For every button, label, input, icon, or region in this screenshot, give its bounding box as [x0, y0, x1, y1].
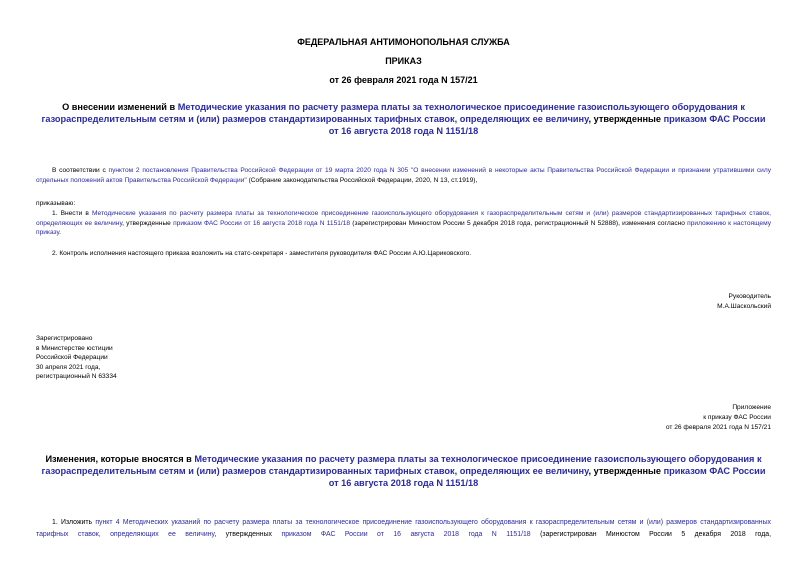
title2-link-guidelines[interactable]: Методические указания по расчету размера платы за технологическое присоединение газоиспользующего оборудования к газораспределительным сетям и (или) размеров стандартизированных тарифных ставок, определяющих ее величину [41, 454, 762, 476]
title-middle: , утвержденные [588, 114, 664, 124]
signature-role: Руководитель [728, 293, 771, 300]
change1-text2: , утвержденных [214, 530, 282, 538]
title-prefix: О внесении изменений в [62, 102, 178, 112]
title2-middle: , утвержденные [588, 466, 664, 476]
item1-text1: 1. Внести в [52, 210, 92, 217]
registration-line-1: Зарегистрировано [36, 335, 93, 342]
change1-link-point4[interactable]: пункт 4 Методических указаний по расчету размера платы за технологическое присоединение газоиспользующего оборудования к газораспределительным сетям и (или) размеров стандартизированных тарифных ставок, определяющих ее величину [36, 519, 771, 538]
appendix-line-3: от 26 февраля 2021 года N 157/21 [665, 424, 771, 431]
change-1-paragraph [36, 517, 771, 540]
order-title [36, 101, 771, 137]
registration-line-5: регистрационный N 63334 [36, 373, 117, 380]
title2-prefix: Изменения, которые вносятся в [45, 454, 195, 464]
item-2-paragraph: 2. Контроль исполнения настоящего приказа возложить на статс-секретаря - заместителя руководителя ФАС России А.Ю.Цариковского. [52, 250, 472, 257]
doc-date-number: от 26 февраля 2021 года N 157/21 [329, 75, 478, 85]
item1-link-appendix[interactable]: приложению к настоящему приказу [36, 219, 772, 236]
registration-line-2: в Министерстве юстиции [36, 345, 113, 352]
preamble-text2: (Собрание законодательства Российской Федерации, 2020, N 13, ст.1919), [246, 176, 478, 184]
agency-name: ФЕДЕРАЛЬНАЯ АНТИМОНОПОЛЬНАЯ СЛУЖБА [297, 37, 510, 47]
change1-text3: (зарегистрирован Минюстом России 5 декабря 2018 года, [530, 530, 771, 538]
item1-text4: . [59, 229, 61, 236]
order-word: приказываю: [36, 200, 76, 207]
item1-text2: , утвержденные [122, 219, 174, 227]
registration-line-4: 30 апреля 2021 года, [36, 364, 101, 371]
title-link-fas-order[interactable]: приказом ФАС России от 16 августа 2018 года N 1151/18 [328, 114, 766, 136]
item1-text3: (зарегистрирован Минюстом России 5 декабря 2018 года, регистрационный N 52888), изменения согласно [350, 219, 688, 227]
preamble-paragraph [36, 166, 771, 185]
title-link-guidelines[interactable]: Методические указания по расчету размера платы за технологическое присоединение газоиспользующего оборудования к газораспределительным сетям и (или) размеров стандартизированных тарифных ставок, определяющих ее величину [41, 102, 745, 124]
appendix-title [36, 453, 771, 489]
title2-link-fas-order[interactable]: приказом ФАС России от 16 августа 2018 года N 1151/18 [328, 466, 766, 488]
item1-link-guidelines[interactable]: Методические указания по расчету размера платы за технологическое присоединение газоиспользующего оборудования к газораспределительным сетям и (или) размеров стандартизированных тарифных ставок, определяющих ее величину [36, 210, 771, 227]
registration-line-3: Российской Федерации [36, 354, 108, 361]
signature-name: М.А.Шаскольский [717, 303, 771, 310]
preamble-link-decree[interactable]: пунктом 2 постановления Правительства Российской Федерации от 19 марта 2020 года N 305 "О внесении изменений в некоторые акты Правительства Российской Федерации и признании утратившими силу отдельных положений актов Правительства Российской Федерации" [36, 167, 772, 184]
appendix-line-2: к приказу ФАС России [703, 414, 771, 421]
doc-type: ПРИКАЗ [385, 56, 422, 66]
item-1-paragraph [36, 209, 771, 238]
preamble-text1: В соответствии с [52, 167, 109, 174]
appendix-line-1: Приложение [732, 404, 771, 411]
item1-link-fas-order[interactable]: приказом ФАС России от 16 августа 2018 года N 1151/18 [173, 219, 351, 227]
change1-link-fas-order[interactable]: приказом ФАС России от 16 августа 2018 года N 1151/18 [281, 530, 531, 538]
change1-text1: 1. Изложить [52, 519, 96, 526]
